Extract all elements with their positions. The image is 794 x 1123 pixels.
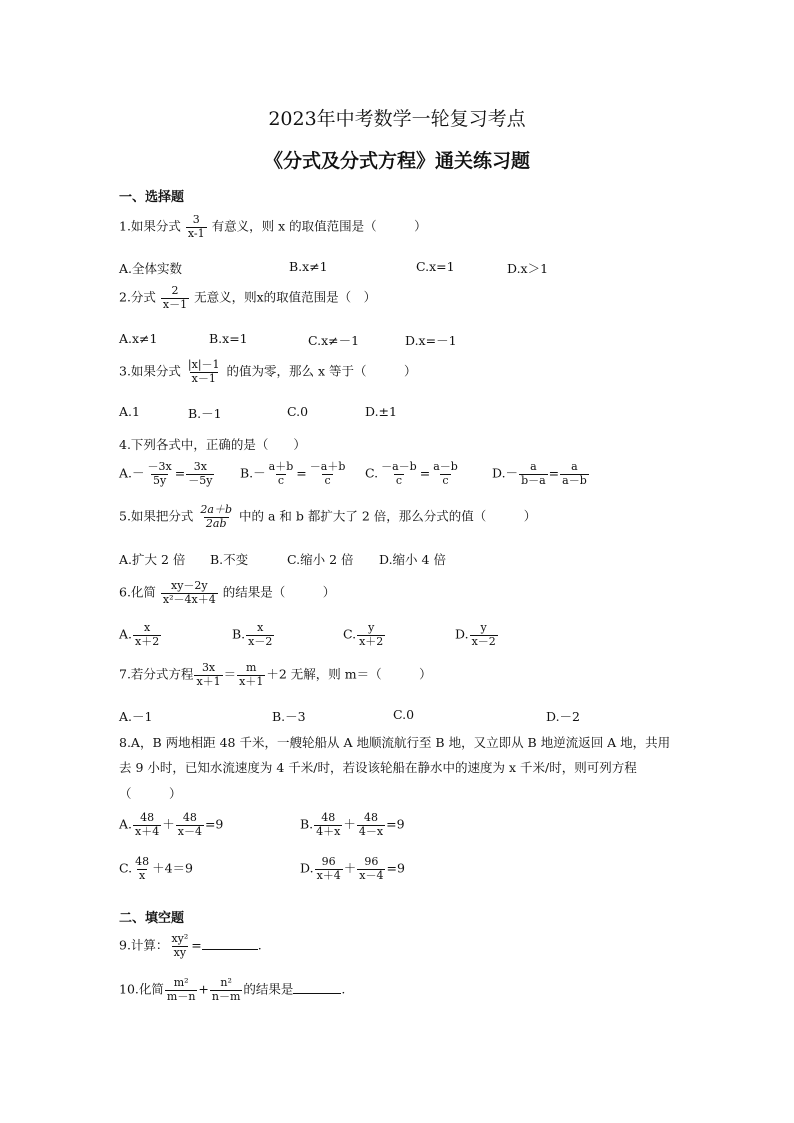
q5-fraction: $\frac{2a+b}{2ab}$ (200, 503, 233, 530)
q8-option-c: C. $\frac{48}{x}$ ＋4＝9 (119, 855, 193, 882)
q2-option-b: B.x=1 (209, 331, 248, 346)
q5-option-a: A.扩大 2 倍 (119, 552, 186, 567)
q7-option-b: B.－3 (272, 709, 306, 724)
q3-option-c: C.0 (287, 404, 309, 419)
q2-fraction: $\frac{2}{x-1}$ (162, 284, 188, 311)
q3-option-d: D.±1 (365, 404, 397, 419)
q7-option-d: D.－2 (546, 709, 581, 724)
title-line-1: 2023年中考数学一轮复习考点 (268, 108, 526, 130)
q7-option-a: A.－1 (119, 709, 153, 724)
question-9: 9.计算： $\frac{\text{xy²}}{xy}$ = . (119, 932, 262, 959)
q6-option-d: D. $\frac{y}{x-2}$ (455, 621, 496, 648)
question-8-line-2: 去 9 小时，已知水流速度为 4 千米/时，若设该轮船在静水中的速度为 x 千米/时，则可列方程 (119, 760, 637, 775)
question-10: 10.化简 $\frac{\text{m²}}{m-n}$ + $\frac{\text{n²}}{n-m}$ 的结果是 . (119, 976, 346, 1003)
question-1: 1.如果分式 $\frac{3}{x-1}$ 有意义，则 x 的取值范围是（ ） (119, 213, 427, 240)
q10-answer-blank[interactable] (293, 993, 341, 994)
q9-answer-blank[interactable] (202, 949, 258, 950)
q7-option-c: C.0 (393, 707, 415, 722)
q1-fraction: $\frac{3}{x-1}$ (187, 213, 205, 240)
q2-option-a: A.x≠1 (119, 331, 158, 346)
q3-fraction: $\frac{|x|-1}{x-1}$ (187, 358, 220, 385)
q6-option-a: A. $\frac{x}{x+2}$ (119, 621, 160, 648)
question-7: 7.若分式方程 $\frac{3x}{x+1}$ ＝ $\frac{m}{x+1}$ ＋2 无解，则 m＝（ ） (119, 661, 432, 688)
q2-option-d: D.x=－1 (405, 333, 457, 348)
q3-option-a: A.1 (119, 404, 140, 419)
question-8-line-1: 8.A，B 两地相距 48 千米，一艘轮船从 A 地顺流航行至 B 地，又立即从 B 地逆流返回 A 地，共用 (119, 735, 671, 750)
question-6: 6.化简 $\frac{xy-2y}{\text{x²－4x＋4}}$ 的结果是（ ） (119, 579, 336, 606)
q6-fraction: $\frac{xy-2y}{\text{x²－4x＋4}}$ (162, 579, 216, 606)
q5-option-c: C.缩小 2 倍 (287, 552, 354, 567)
q5-option-d: D.缩小 4 倍 (379, 552, 446, 567)
q2-option-c: C.x≠－1 (308, 333, 360, 348)
question-4: 4.下列各式中，正确的是（ ） (119, 437, 306, 452)
q6-option-c: C. $\frac{y}{x+2}$ (343, 621, 384, 648)
title-line-2: 《分式及分式方程》通关练习题 (263, 150, 530, 172)
q4-option-b: B.－ $\frac{a+b}{c}$ = $\frac{-a+b}{c}$ (240, 460, 346, 487)
q4-option-a: A.－ $\frac{-3x}{5y}$ = $\frac{3x}{-5y}$ (119, 460, 213, 487)
q1-option-c: C.x=1 (416, 259, 455, 274)
q3-option-b: B.－1 (188, 406, 222, 421)
q8-option-d: D. $\frac{96}{x+4}$ ＋ $\frac{96}{x-4}$ =9 (300, 855, 405, 882)
q1-option-d: D.x＞1 (507, 261, 549, 276)
q1-option-a: A.全体实数 (119, 261, 183, 276)
q5-option-b: B.不变 (210, 552, 249, 567)
question-5: 5.如果把分式 $\frac{2a+b}{2ab}$ 中的 a 和 b 都扩大了 2 倍，那么分式的值（ ） (119, 503, 537, 530)
q8-option-a: A. $\frac{48}{x+4}$ ＋ $\frac{48}{x-4}$ =9 (119, 811, 224, 838)
q4-option-d: D.－ $\frac{a}{b-a}$ = $\frac{a}{a-b}$ (492, 460, 587, 487)
q8-option-b: B. $\frac{48}{4+x}$ ＋ $\frac{48}{4-x}$ =9 (300, 811, 405, 838)
section-fill-heading: 二、填空题 (119, 911, 185, 926)
question-8-line-3: （ ） (119, 786, 182, 801)
question-3: 3.如果分式 $\frac{|x|-1}{x-1}$ 的值为零，那么 x 等于（ ） (119, 358, 417, 385)
section-choice-heading: 一、选择题 (119, 190, 185, 205)
question-2: 2.分式 $\frac{2}{x-1}$ 无意义，则x的取值范围是（ ） (119, 284, 377, 311)
q1-option-b: B.x≠1 (289, 259, 328, 274)
q6-option-b: B. $\frac{x}{x-2}$ (232, 621, 273, 648)
q4-option-c: C. $\frac{-a-b}{c}$ = $\frac{a-b}{c}$ (365, 460, 458, 487)
